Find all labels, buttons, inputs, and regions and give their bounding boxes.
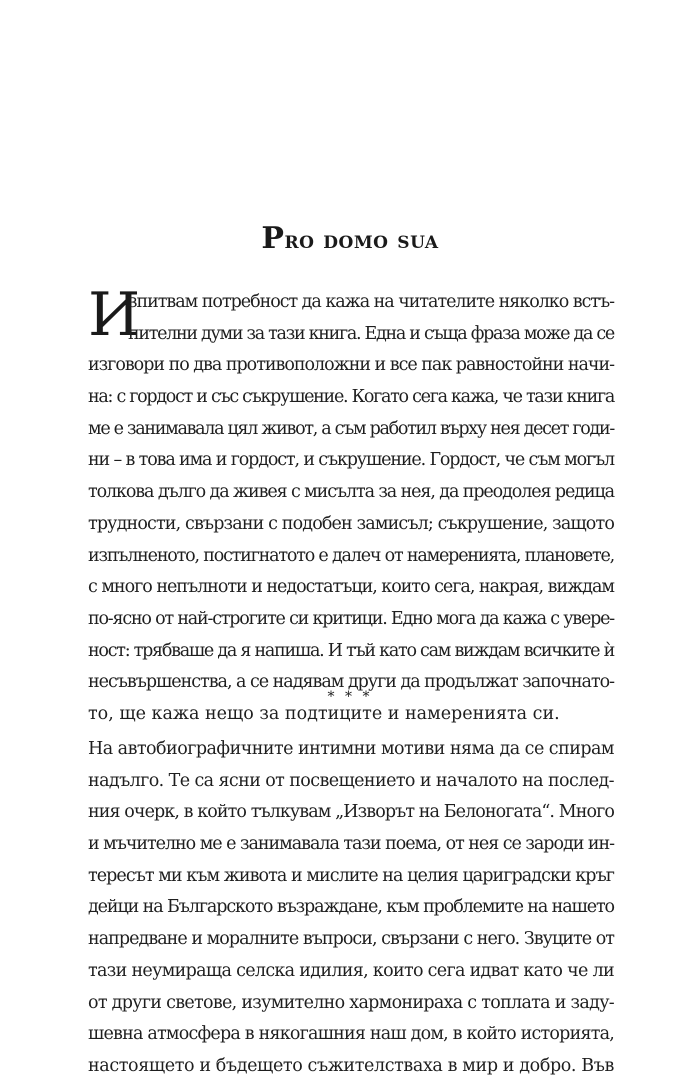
paragraph-1-line: изпълненото, постигнатото е далеч от намеренията, плановете,	[88, 545, 614, 566]
paragraph-2	[88, 734, 614, 1083]
chapter-title-smallcaps: ro domo sua	[284, 225, 439, 254]
paragraph-1-line: толкова дълго да живея с мисълта за нея, да преодолея редица	[88, 482, 614, 503]
paragraph-1-line: то, ще кажа нещо за подтиците и намеренията си.	[88, 703, 560, 724]
paragraph-2-line: и мъчително ме е занимавала тази поема, от нея се зароди ин-	[88, 834, 614, 855]
paragraph-1-line: ме е занимавала цял живот, а съм работил върху нея десет годи-	[88, 418, 614, 439]
paragraph-2-line: надълго. Те са ясни от посвещението и началото на послед-	[88, 770, 614, 791]
paragraph-2-line: ния очерк, в който тълкувам „Изворът на Белоногата“. Много	[88, 802, 614, 823]
paragraph-1-line: пителни думи за тази книга. Една и съща фраза може да се	[128, 323, 614, 344]
paragraph-2-line: На автобиографичните интимни мотиви няма да се спирам	[88, 739, 614, 759]
paragraph-1-line: с много непълноти и недостатъци, които сега, накрая, виждам	[88, 577, 614, 598]
paragraph-1	[88, 280, 614, 731]
paragraph-2-line: настоящето и бъдещето съжителстваха в мир и добро. Във	[88, 1055, 614, 1076]
paragraph-1-line: изговори по два противоположни и все пак равностойни начи-	[88, 355, 614, 376]
section-separator: * * *	[327, 689, 373, 705]
paragraph-1-line: ни – в това има и гордост, и съкрушение. Гордост, че съм могъл	[88, 450, 614, 471]
paragraph-1-line: зпитвам потребност да кажа на читателите няколко встъ-	[128, 292, 614, 312]
paragraph-2-line: дейци на Българското възраждане, към проблемите на нашето	[88, 897, 614, 918]
paragraph-1-line: несъвършенства, а се надявам други да продължат започнато-	[88, 672, 614, 693]
paragraph-2-line: тересът ми към живота и мислите на целия цариградски кръг	[88, 865, 614, 886]
paragraph-1-line: ност: трябваше да я напиша. И тъй като сам виждам всичките ѝ	[88, 640, 614, 661]
chapter-title-initial: P	[261, 221, 285, 256]
chapter-title	[0, 221, 700, 256]
paragraph-2-line: от други светове, изумително хармонираха с топлата и заду-	[88, 992, 614, 1013]
paragraph-1-line: по-ясно от най-строгите си критици. Едно мога да кажа с увере-	[88, 608, 614, 629]
drop-cap: И	[88, 280, 141, 350]
paragraph-1-line: на: с гордост и със съкрушение. Когато сега кажа, че тази книга	[88, 387, 614, 408]
paragraph-1-line: трудности, свързани с подобен замисъл; съкрушение, защото	[88, 513, 614, 534]
paragraph-2-line: напредване и моралните въпроси, свързани с него. Звуците от	[88, 929, 614, 950]
paragraph-2-line: тази неумираща селска идилия, които сега идват като че ли	[88, 960, 614, 981]
paragraph-2-line: шевна атмосфера в някогашния наш дом, в който историята,	[88, 1024, 614, 1045]
